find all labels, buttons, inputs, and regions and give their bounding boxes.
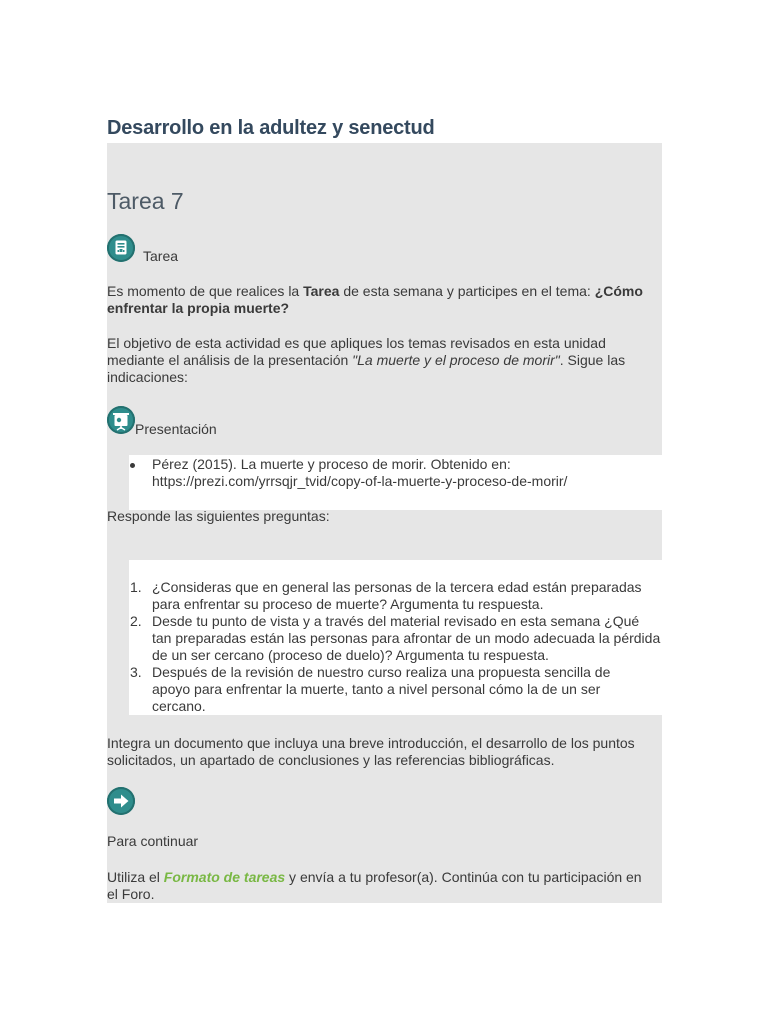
question-number: 3. bbox=[130, 664, 142, 680]
question-number: 2. bbox=[130, 613, 142, 629]
intro-bold-topic: ¿Cómo enfrentar la propia muerte? bbox=[107, 283, 643, 316]
closing-paragraph bbox=[107, 869, 655, 903]
closing-text-2: y envía a tu profesor(a). Continúa con tu participación en el Foro. bbox=[107, 869, 642, 902]
document-icon bbox=[107, 234, 135, 262]
presentation-icon bbox=[107, 406, 135, 434]
content-panel bbox=[107, 143, 662, 903]
objective-paragraph bbox=[107, 335, 655, 386]
continue-label: Para continuar bbox=[107, 833, 199, 849]
reference-bullet: Pérez (2015). La muerte y proceso de morir. Obtenido en: https://prezi.com/yrrsqjr_tvid/copy-of-la-muerte-y-proceso-de-morir/ bbox=[152, 456, 568, 489]
bullet-dot bbox=[130, 463, 135, 468]
section-title: Tarea 7 bbox=[107, 188, 184, 214]
question-number: 1. bbox=[130, 579, 142, 595]
objective-text-1: El objetivo de esta actividad es que apliques los temas revisados en esta unidad mediante el análisis de la presentación bbox=[107, 335, 606, 368]
intro-bold-tarea: Tarea bbox=[303, 283, 340, 299]
integra-paragraph: Integra un documento que incluya una breve introducción, el desarrollo de los puntos solicitados, un apartado de conclusiones y las referencias bibliográficas. bbox=[107, 735, 635, 768]
task-label: Tarea bbox=[143, 248, 179, 264]
closing-text-1: Utiliza el bbox=[107, 869, 164, 885]
intro-text-2: de esta semana y participes en el tema: bbox=[339, 283, 595, 299]
question-item: Después de la revisión de nuestro curso realiza una propuesta sencilla de apoyo para enfrentar la muerte, tanto a nivel personal cómo la de un ser cercano. bbox=[152, 664, 611, 714]
intro-text-1: Es momento de que realices la bbox=[107, 283, 304, 299]
question-item: Desde tu punto de vista y a través del material revisado en esta semana ¿Qué tan preparadas están las personas para afrontar de un modo adecuada la pérdida de un ser cercano (proceso de duelo)? Argumenta tu respuesta. bbox=[152, 613, 661, 663]
question-item: ¿Consideras que en general las personas de la tercera edad están preparadas para enfrentar su proceso de muerte? Argumenta tu respuesta. bbox=[152, 579, 642, 612]
panel-background-left-1 bbox=[107, 455, 129, 510]
presentation-label: Presentación bbox=[135, 421, 217, 437]
questions-intro: Responde las siguientes preguntas: bbox=[107, 508, 330, 524]
panel-background-left-2 bbox=[107, 560, 129, 715]
objective-text-2: . Sigue las indicaciones: bbox=[107, 352, 626, 385]
objective-italic-title: "La muerte y el proceso de morir" bbox=[352, 352, 560, 368]
format-tareas-link[interactable]: Formato de tareas bbox=[163, 869, 286, 885]
intro-paragraph bbox=[107, 283, 662, 317]
arrow-right-icon[interactable] bbox=[107, 787, 135, 815]
page-title: Desarrollo en la adultez y senectud bbox=[107, 117, 435, 139]
